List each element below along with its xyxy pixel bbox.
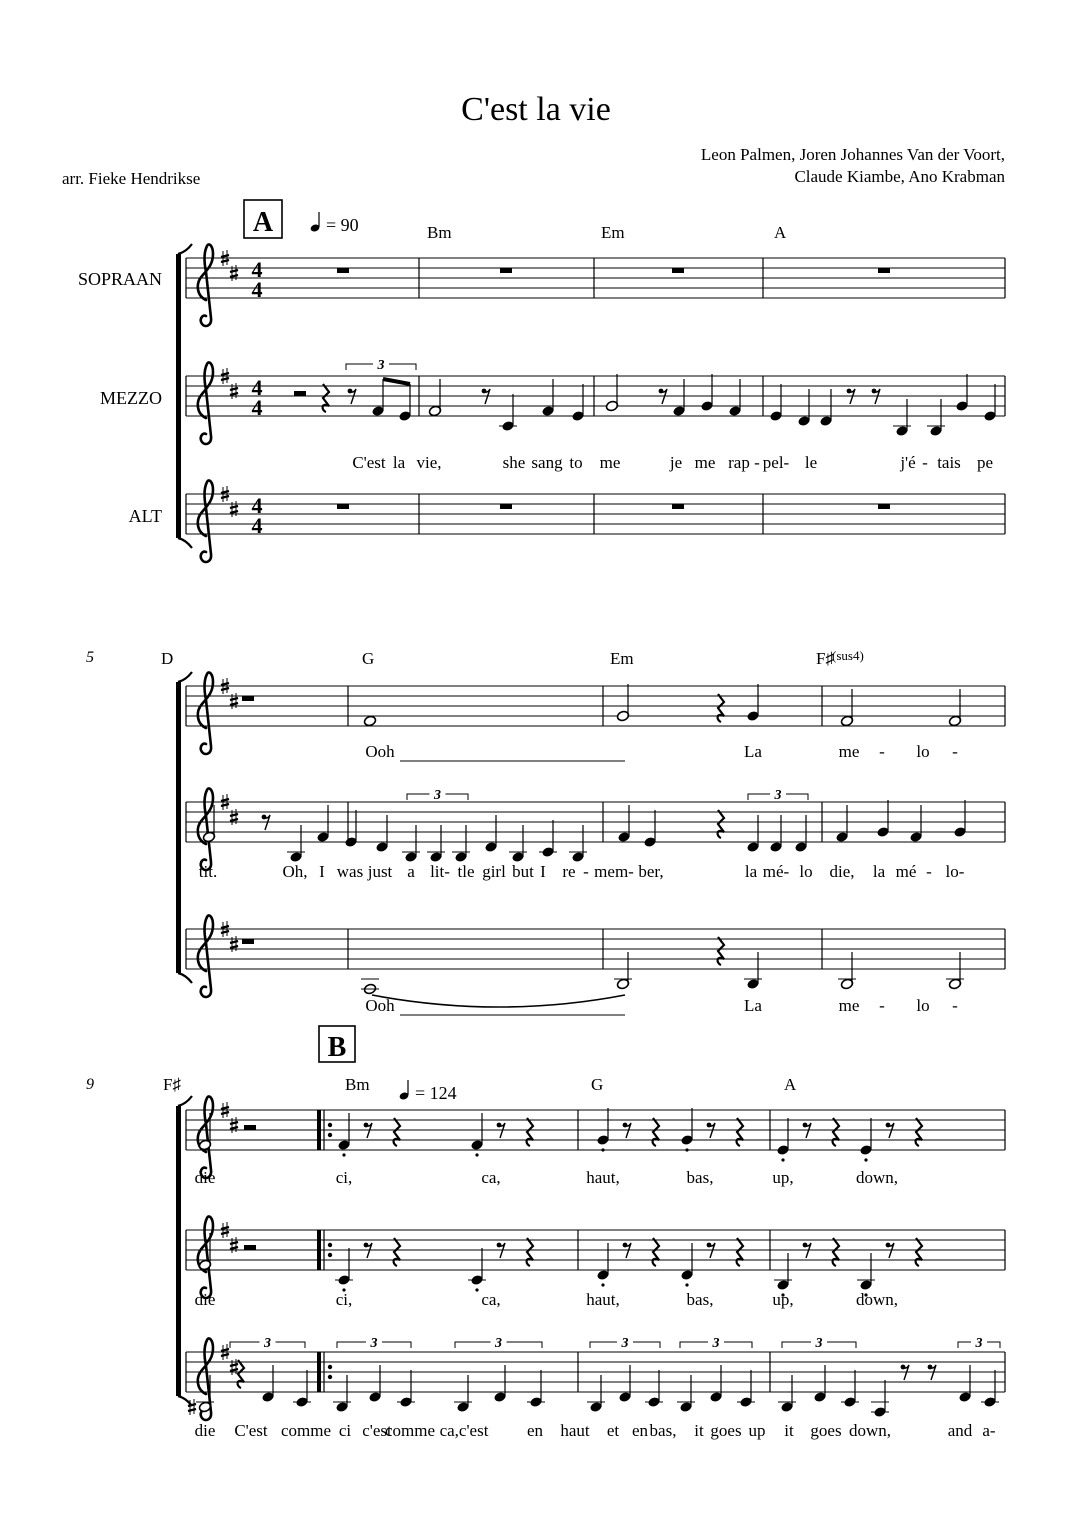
lyric-syllable: je (669, 453, 683, 472)
lyric-syllable: ca,c'est (439, 1421, 489, 1440)
quarter-rest (737, 1118, 743, 1146)
treble-clef-icon (198, 788, 213, 870)
svg-text:= 124: = 124 (415, 1083, 457, 1103)
whole-rest (500, 504, 512, 509)
treble-clef-icon (198, 915, 213, 997)
lyric-syllable: die, (829, 862, 855, 881)
quarter-rest (394, 1118, 400, 1146)
lyric-syllable: - (926, 862, 932, 881)
whole-rest (500, 268, 512, 273)
bracket-hook (178, 672, 192, 682)
tuplet-number: 3 (377, 358, 385, 373)
staff (186, 1216, 1005, 1298)
lyric-syllable: bas, (649, 1421, 677, 1440)
sharp-icon (230, 501, 238, 517)
svg-text:= 90: = 90 (326, 215, 359, 235)
quarter-rest (833, 1238, 839, 1266)
repeat-barline (317, 1352, 321, 1392)
lyric-syllable: La (744, 996, 762, 1015)
measure-number-9: 9 (86, 1076, 94, 1093)
bracket-hook (178, 538, 192, 548)
lyric-syllable: was (336, 862, 364, 881)
quarter-rest (833, 1118, 839, 1146)
treble-clef-icon (198, 1216, 213, 1298)
whole-rest (242, 696, 254, 701)
system-1 (176, 244, 1005, 562)
lyric-syllable: tle (457, 862, 475, 881)
system-bracket (176, 682, 181, 973)
tuplet-number: 3 (621, 1336, 629, 1351)
composers-line-1: Leon Palmen, Joren Johannes Van der Voort, (700, 145, 1005, 164)
lyric-syllable: comme (280, 1421, 332, 1440)
chord-symbol: G (362, 649, 375, 668)
lyric-syllable: comme (384, 1421, 436, 1440)
lyric-syllable: la (392, 453, 406, 472)
lyric-syllable: lo (916, 742, 930, 761)
quarter-rest (718, 810, 724, 838)
tuplet-number: 3 (264, 1336, 271, 1351)
sharp-icon (230, 809, 238, 825)
lyric-syllable: lo- (945, 862, 965, 881)
chord-symbol: G (591, 1075, 604, 1094)
lyric-syllable: c'est (362, 1421, 392, 1440)
repeat-dot (328, 1375, 332, 1379)
tempo-marking-90 (310, 212, 359, 235)
lyric-syllable: vie, (416, 453, 442, 472)
lyric-syllable: down, (848, 1421, 892, 1440)
lyric-syllable: lo (916, 996, 930, 1015)
sharp-icon (230, 693, 238, 709)
score-title: C'est la vie (461, 91, 611, 128)
quarter-rest (718, 937, 724, 965)
lyric-syllable: lit- (430, 862, 450, 881)
bracket-hook (178, 244, 192, 254)
lyric-syllable: pe (976, 453, 994, 472)
lyric-syllable: up (748, 1421, 766, 1440)
lyric-syllable: girl (482, 862, 506, 881)
sharp-icon (230, 383, 238, 399)
lyric-syllable: ci, (335, 1290, 353, 1309)
staff-systems (176, 244, 1005, 1420)
chord-symbol: F♯ (816, 649, 834, 668)
repeat-dot (328, 1365, 332, 1369)
lyric-syllable: die (194, 1168, 216, 1187)
lyric-syllable: ci, (335, 1168, 353, 1187)
staff (186, 480, 1005, 562)
lyric-syllable: - (879, 996, 885, 1015)
lyric-syllable: down, (855, 1290, 899, 1309)
lyric-syllable: goes (810, 1421, 842, 1440)
treble-clef-icon (198, 244, 213, 326)
chord-symbol: F♯ (163, 1075, 181, 1094)
half-rest (244, 1125, 256, 1130)
sharp-icon (230, 1359, 238, 1375)
whole-rest (672, 504, 684, 509)
lyric-syllable: - (922, 453, 928, 472)
tuplet-number: 3 (370, 1336, 378, 1351)
part-name-alt: ALT (128, 506, 162, 526)
lyric-syllable: sang (531, 453, 563, 472)
tuplet-number: 3 (712, 1336, 720, 1351)
staccato-dot (685, 1148, 688, 1151)
lyric-syllable: goes (710, 1421, 742, 1440)
lyric-syllable: up, (772, 1168, 794, 1187)
tempo-marking-124 (399, 1080, 457, 1103)
measure-number-5: 5 (86, 649, 94, 666)
lyric-syllable: tit. (198, 862, 218, 881)
lyric-syllable: mé (895, 862, 917, 881)
lyric-syllable: bas, (686, 1168, 714, 1187)
lyric-syllable: lo (799, 862, 813, 881)
lyric-syllable: but (512, 862, 534, 881)
bracket-hook (178, 1096, 192, 1106)
lyric-syllable: down, (855, 1168, 899, 1187)
lyric-syllable: Ooh (365, 742, 395, 761)
lyric-syllable: just (367, 862, 393, 881)
lyric-syllable: ca, (481, 1290, 501, 1309)
staccato-dot (864, 1158, 867, 1161)
time-signature-top: 4 (251, 493, 263, 518)
lyric-syllable: ca, (481, 1168, 501, 1187)
time-signature-bottom: 4 (251, 395, 263, 420)
svg-text:A: A (252, 207, 274, 238)
bracket-hook (178, 973, 192, 983)
part-name-mezzo: MEZZO (100, 388, 162, 408)
quarter-rest (238, 1360, 244, 1388)
lyric-syllable: en (526, 1421, 544, 1440)
lyric-syllable: tais (937, 453, 961, 472)
lyric-syllable: haut (560, 1421, 590, 1440)
quarter-rest (653, 1238, 659, 1266)
chord-symbol: Bm (345, 1075, 370, 1094)
staff (186, 915, 1005, 997)
rehearsal-mark-a (244, 200, 282, 238)
lyric-syllable: - (952, 742, 958, 761)
repeat-dot (328, 1253, 332, 1257)
lyric-syllable: she (502, 453, 526, 472)
whole-rest (672, 268, 684, 273)
repeat-barline (317, 1230, 321, 1270)
whole-rest (878, 268, 890, 273)
sharp-icon (230, 936, 238, 952)
lyric-syllable: j'é (900, 453, 916, 472)
chord-symbol: D (161, 649, 174, 668)
lyric-syllable: it (784, 1421, 794, 1440)
lyric-syllable: la (872, 862, 886, 881)
sharp-icon (230, 1237, 238, 1253)
lyric-syllable: up, (772, 1290, 794, 1309)
chord-symbol: A (774, 223, 787, 242)
lyrics-layer (195, 453, 996, 1440)
lyric-syllable: it (694, 1421, 704, 1440)
system-bracket (176, 254, 181, 538)
staff (186, 1096, 1005, 1178)
quarter-rest (916, 1238, 922, 1266)
treble-clef-icon (198, 362, 213, 444)
staff (186, 244, 1005, 326)
time-signature-top: 4 (251, 257, 263, 282)
treble-clef-icon (198, 672, 213, 754)
whole-rest (337, 268, 349, 273)
lyric-syllable: I (319, 862, 325, 881)
chord-symbol: Bm (427, 223, 452, 242)
sharp-icon (230, 265, 238, 281)
lyric-syllable: to (569, 453, 583, 472)
treble-clef-icon (198, 1096, 213, 1178)
lyric-syllable: bas, (686, 1290, 714, 1309)
staccato-dot (601, 1148, 604, 1151)
lyric-syllable: ci (338, 1421, 352, 1440)
system-bracket (176, 1106, 181, 1396)
tuplet-number: 3 (495, 1336, 502, 1351)
part-name-sopraan: SOPRAAN (77, 269, 162, 289)
lyric-syllable: C'est (234, 1421, 268, 1440)
whole-rest (337, 504, 349, 509)
repeat-dot (328, 1243, 332, 1247)
tuplet-number: 3 (434, 788, 441, 803)
note-head (363, 715, 376, 727)
lyric-syllable: me (599, 453, 621, 472)
lyric-syllable: a- (982, 1421, 996, 1440)
chord-symbol: A (784, 1075, 797, 1094)
lyric-syllable: ber, (638, 862, 664, 881)
beam (383, 379, 410, 384)
quarter-rest (323, 384, 329, 412)
treble-clef-icon (198, 480, 213, 562)
staccato-dot (475, 1153, 478, 1156)
repeat-barline (317, 1110, 321, 1150)
lyric-syllable: a (407, 862, 415, 881)
lyric-syllable: mé- (762, 862, 790, 881)
lyric-syllable: pel- (762, 453, 790, 472)
chord-symbol: Em (601, 223, 625, 242)
lyric-syllable: rap (728, 453, 750, 472)
quarter-rest (527, 1238, 533, 1266)
lyric-syllable: die (194, 1290, 216, 1309)
arranger-credit: arr. Fieke Hendrikse (62, 169, 201, 188)
staccato-dot (685, 1283, 688, 1286)
lyric-syllable: die (194, 1421, 216, 1440)
repeat-dot (328, 1133, 332, 1137)
half-rest (244, 1245, 256, 1250)
lyric-syllable: en (631, 1421, 649, 1440)
whole-rest (878, 504, 890, 509)
tuplet-number: 3 (815, 1336, 823, 1351)
whole-rest (242, 939, 254, 944)
time-signature-top: 4 (251, 375, 263, 400)
lyric-syllable: le (804, 453, 818, 472)
tuplet-number: 3 (975, 1336, 983, 1351)
quarter-rest (653, 1118, 659, 1146)
lyric-syllable: haut, (586, 1168, 620, 1187)
time-signature-bottom: 4 (251, 513, 263, 538)
quarter-rest (718, 694, 724, 722)
lyric-syllable: - (583, 862, 589, 881)
tie (372, 995, 625, 1007)
chord-symbol: Em (610, 649, 634, 668)
staff (186, 362, 1005, 444)
rehearsal-mark-b (319, 1026, 355, 1063)
lyric-syllable: et (606, 1421, 620, 1440)
lyric-syllable: La (744, 742, 762, 761)
lyric-syllable: Ooh (365, 996, 395, 1015)
tuplet-number: 3 (774, 788, 782, 803)
lyric-syllable: - (754, 453, 760, 472)
lyric-syllable: haut, (586, 1290, 620, 1309)
quarter-rest (916, 1118, 922, 1146)
chord-suffix: (sus4) (832, 648, 864, 663)
lyric-syllable: re (562, 862, 576, 881)
lyric-syllable: me (838, 742, 860, 761)
system-3 (176, 1096, 1005, 1420)
lyric-syllable: - (879, 742, 885, 761)
repeat-dot (328, 1123, 332, 1127)
composers-line-2: Claude Kiambe, Ano Krabman (794, 167, 1005, 186)
lyric-syllable: me (838, 996, 860, 1015)
half-rest (294, 391, 306, 396)
lyric-syllable: la (744, 862, 758, 881)
lyric-syllable: I (540, 862, 546, 881)
staccato-dot (781, 1158, 784, 1161)
time-signature-bottom: 4 (251, 277, 263, 302)
staccato-dot (475, 1288, 478, 1291)
quarter-rest (527, 1118, 533, 1146)
quarter-rest (737, 1238, 743, 1266)
quarter-rest (394, 1238, 400, 1266)
svg-text:B: B (327, 1032, 347, 1063)
sharp-icon (230, 1117, 238, 1133)
staccato-dot (342, 1153, 345, 1156)
lyric-syllable: Oh, (282, 862, 308, 881)
staccato-dot (601, 1283, 604, 1286)
lyric-syllable: mem- (594, 862, 634, 881)
lyric-syllable: C'est (352, 453, 386, 472)
lyric-syllable: me (694, 453, 716, 472)
lyric-syllable: and (947, 1421, 973, 1440)
lyric-syllable: - (952, 996, 958, 1015)
